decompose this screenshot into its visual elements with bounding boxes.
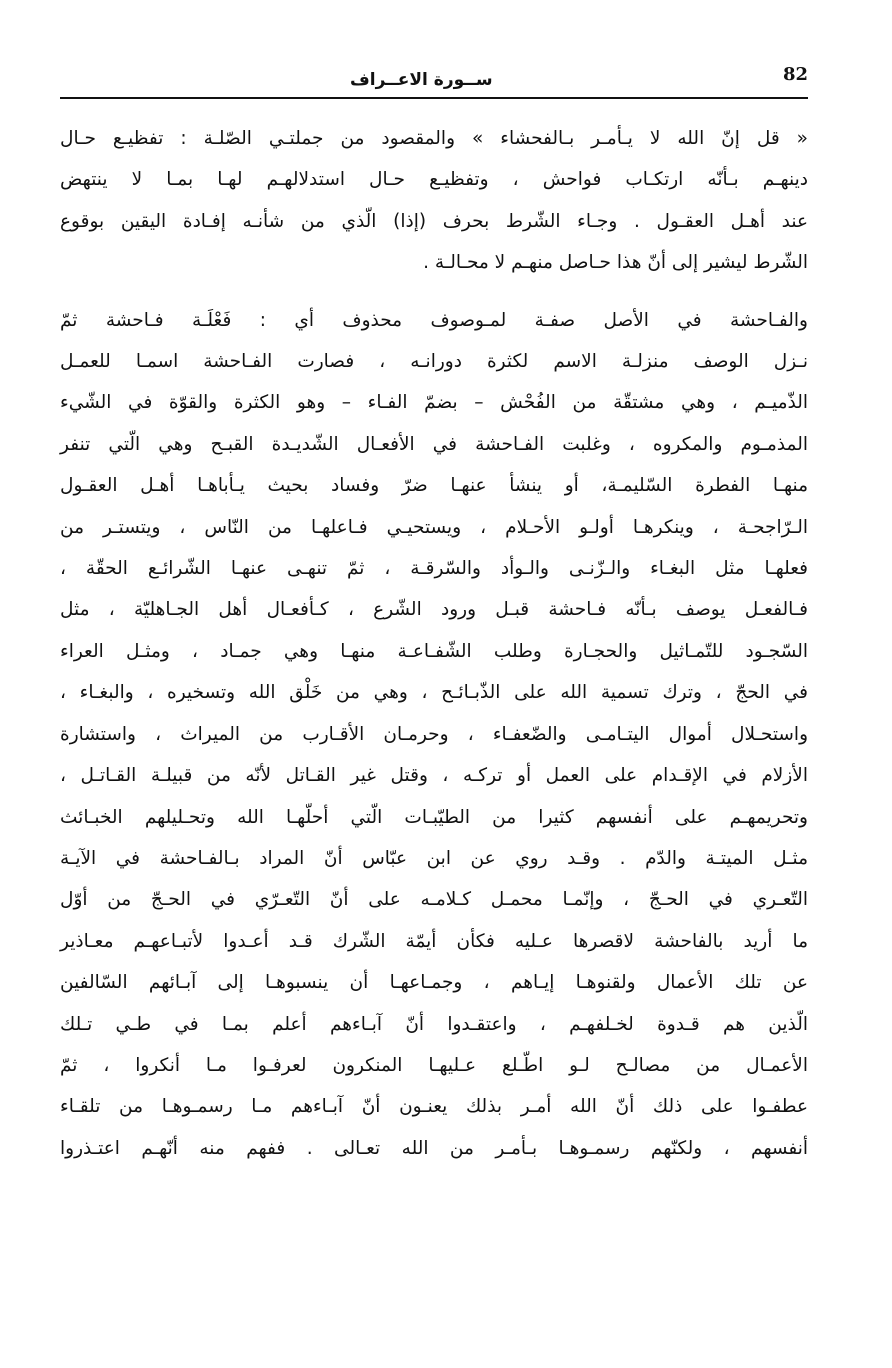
text-line: عطفـوا على ذلك أنّ الله أمـر بذلك يعنـون أنّ آبـاءهم مـا رسمـوهـا من تلقـاء: [60, 1096, 808, 1118]
text-line: السّجـود للتّمـاثيل والحجـارة وطلب الشّفـاعـة منهـا وهي جمـاد ، ومثـل العراء: [60, 640, 808, 662]
header-rule: [60, 97, 808, 99]
text-line: الـرّاجحـة ، وينكرهـا أولـو الأحـلام ، ويستحيـي فـاعلهـا من النّاس ، ويتستـر من: [60, 516, 808, 538]
surah-title: ســورة الاعــراف: [350, 70, 493, 90]
page-number: 82: [782, 64, 808, 85]
text-line: الأزلام في الإقـدام على العمل أو تركـه ، وقتل غير القـاتل لأنّه من قبيلـة القـاتـل ،: [60, 765, 808, 787]
text-line: الأعمـال من مصالـح لـو اطّـلع عـليهـا المنكرون لعرفـوا مـا أنكروا ، ثمّ: [60, 1054, 808, 1076]
text-line: المذمـوم والمكروه ، وغلبت الفـاحشة في الأفعـال الشّديـدة القبـح وهي الّتي تنفر: [60, 433, 808, 455]
page-header: [60, 60, 808, 100]
text-line: دينهـم بـأنّه ارتكـاب فواحش ، وتفظيـع حـال استدلالهـم لهـا بمـا لا ينتهض: [60, 169, 808, 191]
text-line: الشّرط ليشير إلى أنّ هذا حـاصل منهـم لا محـالـة .: [423, 252, 808, 274]
text-line: « قل إنّ الله لا يـأمـر بـالفحشاء » والمقصود من جملتـي الصّلـة : تفظيـع حـال: [60, 128, 808, 149]
text-line: الّذين هم قـدوة لخـلفهـم ، واعتقـدوا أنّ آبـاءهم أعلم بمـا في طـي تـلك: [60, 1013, 808, 1035]
text-line: الذّميـم ، وهي مشتقّة من الفُحْش – بضمّ الفـاء – وهو الكثرة والقوّة في الشّيء: [60, 392, 808, 414]
text-line: وتحريمهـم على أنفسهم كثيرا من الطيّبـات الّتي أحلّهـا الله وتحـليلهم الخبـائث: [60, 806, 808, 828]
paragraph: [60, 118, 808, 284]
text-line: فـالفعـل يوصف بـأنّه فـاحشة قبـل ورود الشّرع ، كـأفعـال أهل الجـاهليّة ، مثل: [60, 599, 808, 621]
text-line: والفـاحشة في الأصل صفـة لمـوصوف محذوف أي : فَعْلَـة فـاحشة ثمّ: [60, 309, 808, 331]
text-line: عن تلك الأعمال ولقنوهـا إيـاهم ، وجمـاعهـا أن ينسبوهـا إلى آبـائهم السّالفين: [60, 972, 808, 994]
text-line: التّعـري في الحـجّ ، وإنّمـا محمـل كـلامـه على أنّ التّعـرّي في الحـجّ من أوّل: [60, 889, 808, 911]
text-line: في الحجّ ، وترك تسمية الله على الذّبـائـح ، وهي من خَلْق الله وتسخيره ، والبغـاء ،: [60, 682, 808, 704]
text-line: فعلهـا مثل البغـاء والـزّنـى والـوأد والسّرقـة ، ثمّ تنهـى عنهـا الشّرائـع الحقّة ،: [60, 558, 808, 580]
text-line: منهـا الفطرة السّليمـة، أو ينشأ عنهـا ضرّ وفساد بحيث يـأباهـا أهـل العقـول: [60, 475, 808, 497]
text-line: واستحـلال أموال اليتـامـى والضّعفـاء ، وحرمـان الأقـارب من الميراث ، واستشارة: [60, 723, 808, 745]
text-line: ما أريد بالفاحشة لاقصرها عـليه فكأن أيمّة الشّرك قـد أعـدوا لأتبـاعهـم معـاذير: [60, 930, 808, 952]
text-line: عند أهـل العقـول . وجـاء الشّرط بحرف (إذا) الّذي من شأنـه إفـادة اليقين بوقوع: [60, 210, 808, 232]
text-line: أنفسهم ، ولكنّهم رسمـوهـا بـأمـر من الله تعـالى . ففهم منه أنّهـم اعتـذروا: [60, 1137, 808, 1159]
text-line: نـزل الوصف منزلـة الاسم لكثرة دورانـه ، فصارت الفـاحشة اسمـا للعمـل: [60, 351, 808, 373]
paragraph: [60, 300, 808, 1170]
text-line: مثـل الميتـة والدّم . وقـد روي عن ابن عبّاس أنّ المراد بـالفـاحشة في الآيـة: [60, 847, 808, 869]
body-text: [60, 118, 808, 1169]
